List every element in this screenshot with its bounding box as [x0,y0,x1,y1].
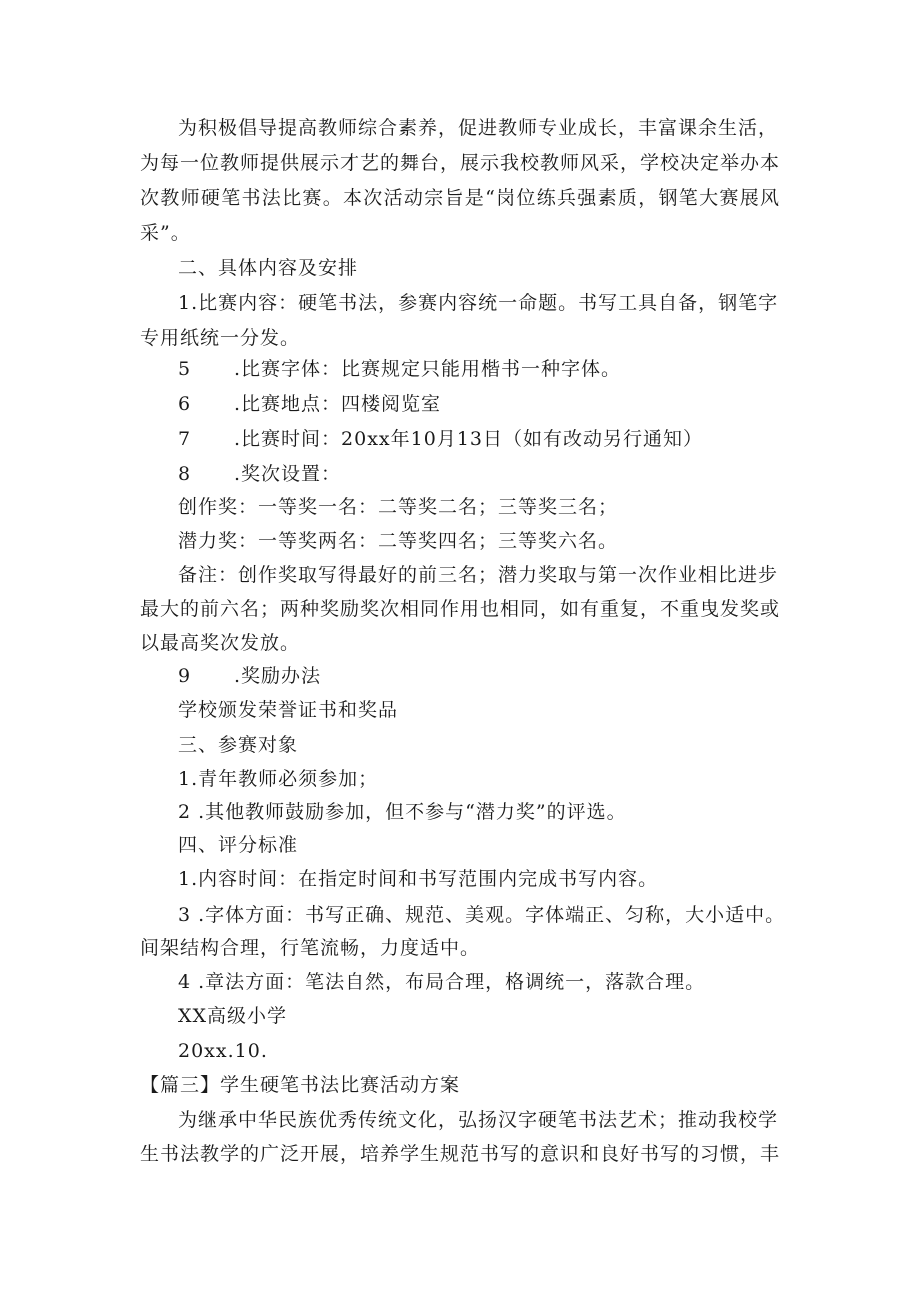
item-number: 8 [178,463,192,485]
section-4-item-3-line-1: 3 .字体方面：书写正确、规范、美观。字体端正、匀称，大小适中。 [178,904,786,926]
section-3-item-1: 1.青年教师必须参加； [178,768,379,790]
item-text: .比赛时间：20xx年10月13日（如有改动另行通知） [234,428,704,450]
signature-date: 20xx.10. [178,1040,268,1062]
intro-line-3: 次教师硬笔书法比赛。本次活动宗旨是“岗位练兵强素质，钢笔大赛展风 [140,187,780,209]
section-2-item-5 [178,357,621,381]
section-4-heading: 四、评分标准 [178,834,299,856]
note-line-1: 备注：创作奖取写得最好的前三名；潜力奖取与第一次作业相比进步 [178,564,779,586]
item-number: 6 [178,393,192,415]
section-2-item-8 [178,462,341,486]
section-2-heading: 二、具体内容及安排 [178,257,359,279]
item-number: 7 [178,428,192,450]
reward-text: 学校颁发荣誉证书和奖品 [178,699,399,721]
section-2-item-6 [178,392,441,416]
section-4-item-1: 1.内容时间：在指定时间和书写范围内完成书写内容。 [178,868,659,890]
part-3-paragraph-line-1: 为继承中华民族优秀传统文化，弘扬汉字硬笔书法艺术；推动我校学 [178,1109,779,1131]
section-2-item-7 [178,427,703,451]
item-text: .比赛字体：比赛规定只能用楷书一种字体。 [234,358,622,380]
section-2-item-1-line-2: 专用纸统一分发。 [140,327,301,349]
item-number: 5 [178,358,192,380]
section-2-item-9 [178,664,321,688]
section-4-item-3-line-2: 间架结构合理，行笔流畅，力度适中。 [140,937,481,959]
note-line-3: 以最高奖次发放。 [140,632,301,654]
section-3-item-2: 2 .其他教师鼓励参加，但不参与“潜力奖”的评选。 [178,801,627,823]
item-number: 9 [178,665,192,687]
intro-line-4: 采”。 [140,222,191,244]
part-3-title: 【篇三】学生硬笔书法比赛活动方案 [140,1074,461,1096]
note-line-2: 最大的前六名；两种奖励奖次相同作用也相同，如有重复，不重曳发奖或 [140,598,781,620]
award-potential: 潜力奖：一等奖两名：二等奖四名；三等奖六名。 [178,530,619,552]
section-3-heading: 三、参赛对象 [178,734,299,756]
item-text: .奖次设置： [234,463,342,485]
part-3-paragraph-line-2: 生书法教学的广泛开展，培养学生规范书写的意识和良好书写的习惯，丰 [140,1143,781,1165]
section-4-item-4: 4 .章法方面：笔法自然，布局合理，格调统一，落款合理。 [178,971,706,993]
section-2-item-1-line-1: 1.比赛内容：硬笔书法，参赛内容统一命题。书写工具自备，钢笔字 [178,292,779,314]
intro-line-1: 为积极倡导提高教师综合素养，促进教师专业成长，丰富课余生活， [178,117,779,139]
item-text: .比赛地点：四楼阅览室 [234,393,442,415]
intro-line-2: 为每一位教师提供展示才艺的舞台，展示我校教师风采，学校决定举办本 [140,152,781,174]
award-creation: 创作奖：一等奖一名：二等奖二名；三等奖三名； [178,496,619,518]
signature-school: XX高级小学 [178,1005,288,1027]
item-text: .奖励办法 [234,665,322,687]
